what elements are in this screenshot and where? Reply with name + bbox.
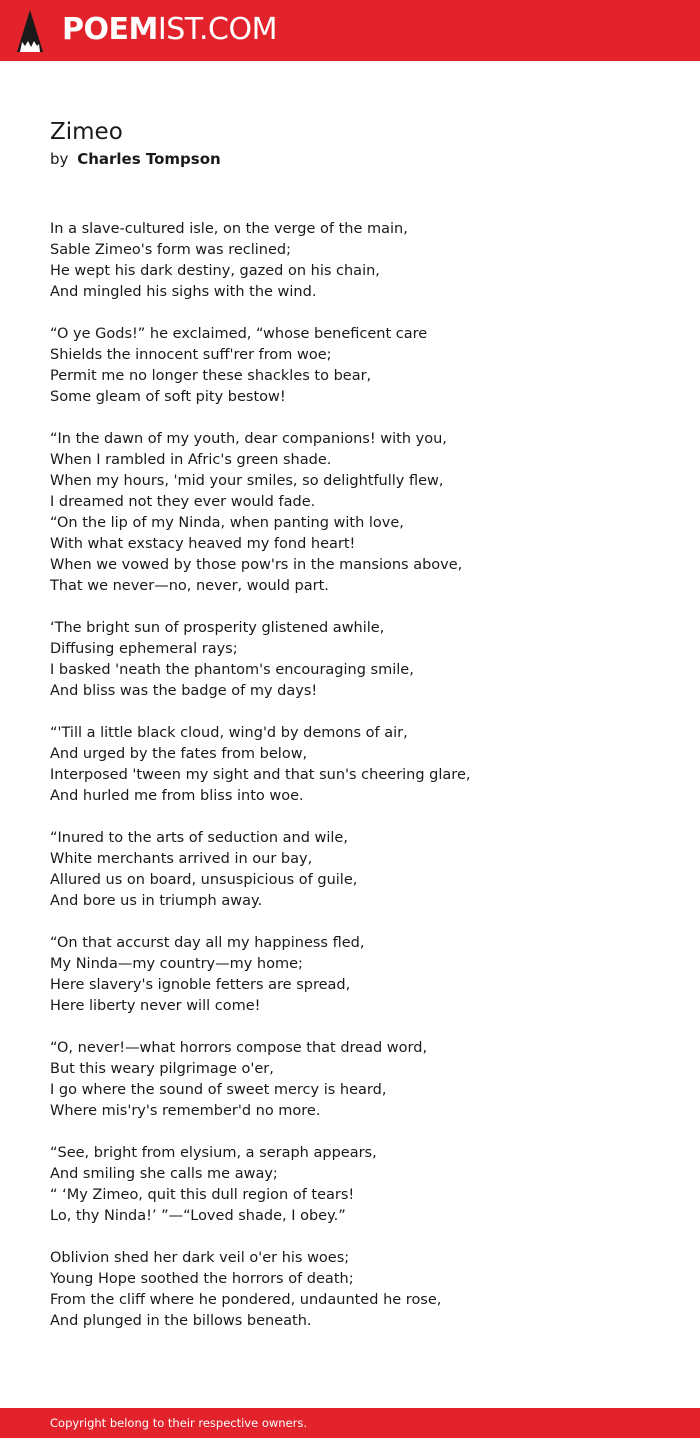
site-logo[interactable]	[62, 12, 277, 48]
copyright-text: Copyright belong to their respective owners.	[50, 1416, 308, 1430]
poem-line: “On the lip of my Ninda, when panting with love,	[50, 515, 404, 531]
poem-line: Young Hope soothed the horrors of death;	[50, 1271, 354, 1287]
poem-stanza	[50, 618, 670, 702]
poem-stanza	[50, 1038, 670, 1122]
by-label: by	[50, 150, 69, 168]
poem-line: Shields the innocent suff'rer from woe;	[50, 347, 332, 363]
logo-bold-text: POEM	[62, 12, 158, 47]
poem-line: “See, bright from elysium, a seraph appears,	[50, 1145, 377, 1161]
poem-line: And urged by the fates from below,	[50, 746, 308, 762]
poem-stanza	[50, 828, 670, 912]
poem-line: I basked 'neath the phantom's encouraging smile,	[50, 662, 414, 678]
poem-line: “O ye Gods!” he exclaimed, “whose beneficent care	[50, 326, 428, 342]
poem-line: “On that accurst day all my happiness fled,	[50, 935, 365, 951]
poem-line: Some gleam of soft pity bestow!	[50, 389, 286, 405]
poem-line: Oblivion shed her dark veil o'er his woes;	[50, 1250, 350, 1266]
poem-line: ‘The bright sun of prosperity glistened awhile,	[50, 620, 385, 636]
poem-line: Here liberty never will come!	[50, 998, 261, 1014]
poem-line: Permit me no longer these shackles to bear,	[50, 368, 372, 384]
poem-line: Allured us on board, unsuspicious of guile,	[50, 872, 358, 888]
poem-stanza	[50, 933, 670, 1017]
poem-stanza	[50, 219, 670, 303]
site-header	[0, 0, 700, 61]
poem-line: He wept his dark destiny, gazed on his chain,	[50, 263, 380, 279]
poem-body	[50, 219, 670, 1353]
poem-line: And smiling she calls me away;	[50, 1166, 278, 1182]
poem-line: That we never—no, never, would part.	[50, 578, 329, 594]
poem-line: Diffusing ephemeral rays;	[50, 641, 238, 657]
poem-line: When we vowed by those pow'rs in the mansions above,	[50, 557, 463, 573]
poem-line: And bliss was the badge of my days!	[50, 683, 318, 699]
poem-line: “In the dawn of my youth, dear companions! with you,	[50, 431, 447, 447]
poem-line: White merchants arrived in our bay,	[50, 851, 313, 867]
poem-line: “O, never!—what horrors compose that dread word,	[50, 1040, 428, 1056]
poem-line: Sable Zimeo's form was reclined;	[50, 242, 291, 258]
poem-line: “Inured to the arts of seduction and wile,	[50, 830, 348, 846]
byline	[50, 149, 221, 169]
poem-line: Where mis'ry's remember'd no more.	[50, 1103, 321, 1119]
poem-line: I go where the sound of sweet mercy is heard,	[50, 1082, 387, 1098]
poem-line: I dreamed not they ever would fade.	[50, 494, 316, 510]
poem-stanza	[50, 723, 670, 807]
poem-line: “ ‘My Zimeo, quit this dull region of tears!	[50, 1187, 355, 1203]
poem-title: Zimeo	[50, 119, 123, 145]
poem-line: Lo, thy Ninda!’ ”—“Loved shade, I obey.”	[50, 1208, 346, 1224]
poem-line: “'Till a little black cloud, wing'd by demons of air,	[50, 725, 408, 741]
poem-stanza	[50, 1143, 670, 1227]
poem-line: In a slave-cultured isle, on the verge of the main,	[50, 221, 408, 237]
poem-line: From the cliff where he pondered, undaunted he rose,	[50, 1292, 442, 1308]
poem-line: My Ninda—my country—my home;	[50, 956, 303, 972]
poem-line: And hurled me from bliss into woe.	[50, 788, 304, 804]
poem-line: When my hours, 'mid your smiles, so delightfully flew,	[50, 473, 444, 489]
poem-line: Here slavery's ignoble fetters are spread,	[50, 977, 351, 993]
site-footer	[0, 1408, 700, 1438]
poem-line: And mingled his sighs with the wind.	[50, 284, 317, 300]
poem-line: And bore us in triumph away.	[50, 893, 263, 909]
poem-line: Interposed 'tween my sight and that sun's cheering glare,	[50, 767, 471, 783]
poem-stanza	[50, 1248, 670, 1332]
poem-line: And plunged in the billows beneath.	[50, 1313, 312, 1329]
poem-stanza	[50, 429, 670, 597]
pencil-tip-icon[interactable]	[17, 10, 43, 52]
author-name[interactable]: Charles Tompson	[77, 150, 221, 168]
poem-line: But this weary pilgrimage o'er,	[50, 1061, 274, 1077]
poem-stanza	[50, 324, 670, 408]
logo-light-text: IST.COM	[157, 12, 277, 47]
poem-line: With what exstacy heaved my fond heart!	[50, 536, 356, 552]
poem-line: When I rambled in Afric's green shade.	[50, 452, 332, 468]
